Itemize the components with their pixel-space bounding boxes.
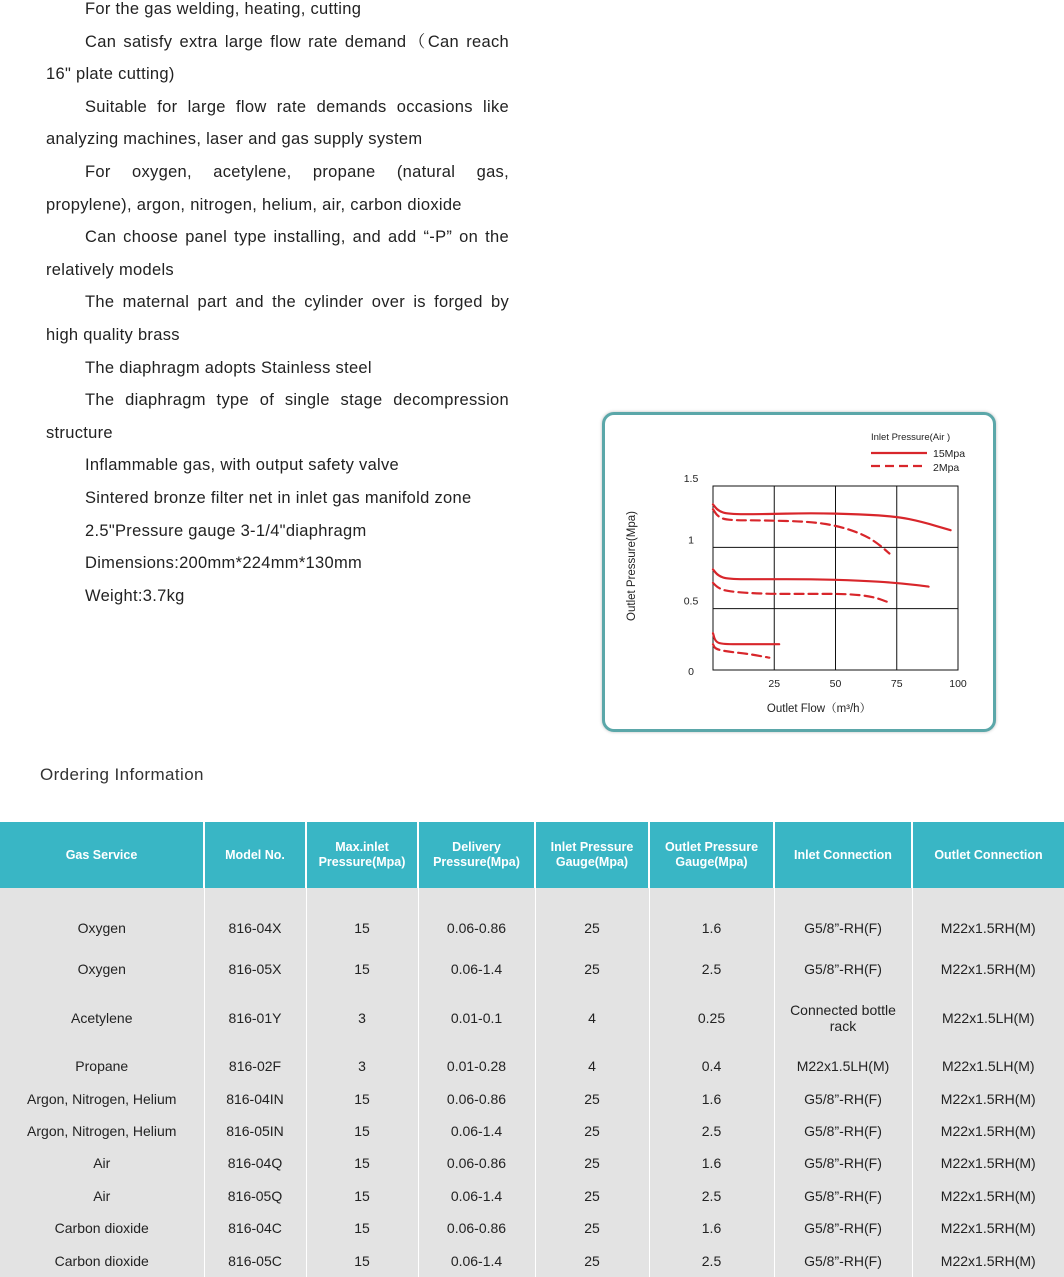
feature-item: The maternal part and the cylinder over is forged by high quality brass <box>46 293 509 344</box>
table-cell: G5/8”-RH(F) <box>774 888 912 953</box>
table-cell: 25 <box>535 953 649 985</box>
x-axis-label: Outlet Flow（m³/h） <box>766 703 872 715</box>
feature-item: Can satisfy extra large flow rate demand（Can reach 16" plate cutting) <box>46 32 509 84</box>
table-cell: G5/8”-RH(F) <box>774 1115 912 1147</box>
column-header: Model No. <box>204 822 306 888</box>
table-cell: M22x1.5RH(M) <box>912 1082 1064 1114</box>
table-cell: M22x1.5RH(M) <box>912 1115 1064 1147</box>
feature-list <box>46 0 509 612</box>
table-cell: 0.01-0.1 <box>418 985 535 1050</box>
table-cell: 25 <box>535 1180 649 1212</box>
y-axis-label: Outlet Pressure(Mpa) <box>626 511 638 621</box>
table-cell: 15 <box>306 953 418 985</box>
x-tick-label: 25 <box>768 678 781 690</box>
table-row <box>0 953 1064 985</box>
table-cell: G5/8”-RH(F) <box>774 1082 912 1114</box>
table-cell: 0.4 <box>649 1050 774 1082</box>
table-cell: 816-04X <box>204 888 306 953</box>
table-cell: M22x1.5RH(M) <box>912 1180 1064 1212</box>
x-tick-label: 75 <box>890 678 903 690</box>
table-row <box>0 1115 1064 1147</box>
feature-item: 2.5"Pressure gauge 3-1/4"diaphragm <box>85 521 367 540</box>
table-cell: 816-04C <box>204 1212 306 1244</box>
series-line-high-15mpa <box>713 504 951 530</box>
column-header: Inlet Pressure Gauge(Mpa) <box>535 822 649 888</box>
table-row <box>0 985 1064 1050</box>
series-line-low-2mpa <box>713 644 769 658</box>
table-cell: 816-05Q <box>204 1180 306 1212</box>
column-header: Gas Service <box>0 822 204 888</box>
table-cell: 0.06-1.4 <box>418 1245 535 1277</box>
y-tick-label: 1.5 <box>683 473 699 485</box>
table-cell: 816-01Y <box>204 985 306 1050</box>
table-cell: 15 <box>306 1082 418 1114</box>
flow-chart-frame <box>602 412 996 732</box>
table-cell: 25 <box>535 1245 649 1277</box>
table-row <box>0 1147 1064 1179</box>
table-cell: Argon, Nitrogen, Helium <box>0 1082 204 1114</box>
table-cell: G5/8”-RH(F) <box>774 1180 912 1212</box>
x-tick-label: 50 <box>829 678 842 690</box>
column-header: Outlet Pressure Gauge(Mpa) <box>649 822 774 888</box>
table-cell: 15 <box>306 1245 418 1277</box>
table-cell: G5/8”-RH(F) <box>774 1212 912 1244</box>
table-cell: 0.06-1.4 <box>418 953 535 985</box>
table-cell: 0.06-1.4 <box>418 1115 535 1147</box>
table-cell: 25 <box>535 888 649 953</box>
table-cell: M22x1.5LH(M) <box>912 985 1064 1050</box>
table-cell: Oxygen <box>0 888 204 953</box>
y-tick-label: 1 <box>688 534 694 547</box>
table-cell: G5/8”-RH(F) <box>774 953 912 985</box>
table-cell: 816-05X <box>204 953 306 985</box>
table-cell: M22x1.5LH(M) <box>774 1050 912 1082</box>
flow-chart <box>605 415 993 729</box>
table-cell: Propane <box>0 1050 204 1082</box>
table-cell: Argon, Nitrogen, Helium <box>0 1115 204 1147</box>
feature-item: Sintered bronze filter net in inlet gas manifold zone <box>85 488 472 507</box>
table-cell: 15 <box>306 888 418 953</box>
legend-label-2mpa: 2Mpa <box>933 462 960 474</box>
table-cell: 816-04Q <box>204 1147 306 1179</box>
table-cell: 4 <box>535 985 649 1050</box>
table-cell: 0.06-0.86 <box>418 888 535 953</box>
table-cell: 25 <box>535 1115 649 1147</box>
table-cell: Acetylene <box>0 985 204 1050</box>
table-cell: 25 <box>535 1212 649 1244</box>
series-line-low-15mpa <box>713 633 779 644</box>
table-cell: 816-02F <box>204 1050 306 1082</box>
y-tick-label: 0 <box>688 666 694 678</box>
table-header-row <box>0 822 1064 888</box>
table-row <box>0 1180 1064 1212</box>
table-row <box>0 1050 1064 1082</box>
table-row <box>0 1245 1064 1277</box>
table-cell: Air <box>0 1147 204 1179</box>
feature-item: Inflammable gas, with output safety valve <box>85 456 400 475</box>
feature-item: For the gas welding, heating, cutting <box>85 0 362 18</box>
table-cell: M22x1.5RH(M) <box>912 1147 1064 1179</box>
table-cell: 1.6 <box>649 1147 774 1179</box>
table-cell: Carbon dioxide <box>0 1245 204 1277</box>
column-header: Inlet Connection <box>774 822 912 888</box>
table-cell: 0.06-0.86 <box>418 1082 535 1114</box>
column-header: Max.inlet Pressure(Mpa) <box>306 822 418 888</box>
column-header: Outlet Connection <box>912 822 1064 888</box>
table-row <box>0 888 1064 953</box>
table-cell: Oxygen <box>0 953 204 985</box>
table-cell: M22x1.5RH(M) <box>912 1245 1064 1277</box>
table-row <box>0 1082 1064 1114</box>
ordering-title: Ordering Information <box>40 765 204 784</box>
table-cell: M22x1.5RH(M) <box>912 953 1064 985</box>
table-cell: M22x1.5RH(M) <box>912 1212 1064 1244</box>
table-cell: 2.5 <box>649 1245 774 1277</box>
table-cell: 4 <box>535 1050 649 1082</box>
table-cell: 3 <box>306 985 418 1050</box>
ordering-table <box>0 822 1064 1277</box>
legend-title: Inlet Pressure(Air ) <box>871 432 951 443</box>
table-cell: 816-05C <box>204 1245 306 1277</box>
feature-item: The diaphragm type of single stage decompression structure <box>46 391 509 442</box>
table-cell: 15 <box>306 1115 418 1147</box>
table-cell: 2.5 <box>649 1180 774 1212</box>
column-header: Delivery Pressure(Mpa) <box>418 822 535 888</box>
table-cell: Air <box>0 1180 204 1212</box>
table-row <box>0 1212 1064 1244</box>
table-cell: 0.06-1.4 <box>418 1180 535 1212</box>
table-cell: M22x1.5LH(M) <box>912 1050 1064 1082</box>
table-cell: 15 <box>306 1212 418 1244</box>
feature-item: The diaphragm adopts Stainless steel <box>85 358 372 377</box>
table-cell: 0.25 <box>649 985 774 1050</box>
table-cell: 2.5 <box>649 1115 774 1147</box>
table-cell: 2.5 <box>649 953 774 985</box>
table-cell: 0.01-0.28 <box>418 1050 535 1082</box>
table-cell: 816-05IN <box>204 1115 306 1147</box>
series-line-mid-2mpa <box>713 583 889 603</box>
table-cell: 3 <box>306 1050 418 1082</box>
table-cell: 1.6 <box>649 1082 774 1114</box>
table-cell: 1.6 <box>649 1212 774 1244</box>
table-cell: 0.06-0.86 <box>418 1147 535 1179</box>
legend-label-15mpa: 15Mpa <box>933 448 966 460</box>
table-cell: M22x1.5RH(M) <box>912 888 1064 953</box>
table-cell: 15 <box>306 1147 418 1179</box>
feature-item: Dimensions:200mm*224mm*130mm <box>85 554 363 573</box>
table-cell: 816-04IN <box>204 1082 306 1114</box>
feature-item: Can choose panel type installing, and add “-P” on the relatively models <box>46 228 509 279</box>
x-tick-label: 100 <box>949 678 967 690</box>
table-cell: Carbon dioxide <box>0 1212 204 1244</box>
feature-item: Weight:3.7kg <box>85 586 185 605</box>
feature-item: For oxygen, acetylene, propane (natural gas, propylene), argon, nitrogen, helium, air, carbon dioxide <box>46 162 509 214</box>
y-tick-label: 0.5 <box>683 595 699 608</box>
table-cell: G5/8”-RH(F) <box>774 1147 912 1179</box>
table-cell: 1.6 <box>649 888 774 953</box>
table-cell: 25 <box>535 1147 649 1179</box>
feature-item: Suitable for large flow rate demands occasions like analyzing machines, laser and gas supply system <box>46 97 509 149</box>
table-cell: Connected bottle rack <box>774 985 912 1050</box>
table-cell: 15 <box>306 1180 418 1212</box>
table-cell: G5/8”-RH(F) <box>774 1245 912 1277</box>
table-cell: 25 <box>535 1082 649 1114</box>
table-cell: 0.06-0.86 <box>418 1212 535 1244</box>
